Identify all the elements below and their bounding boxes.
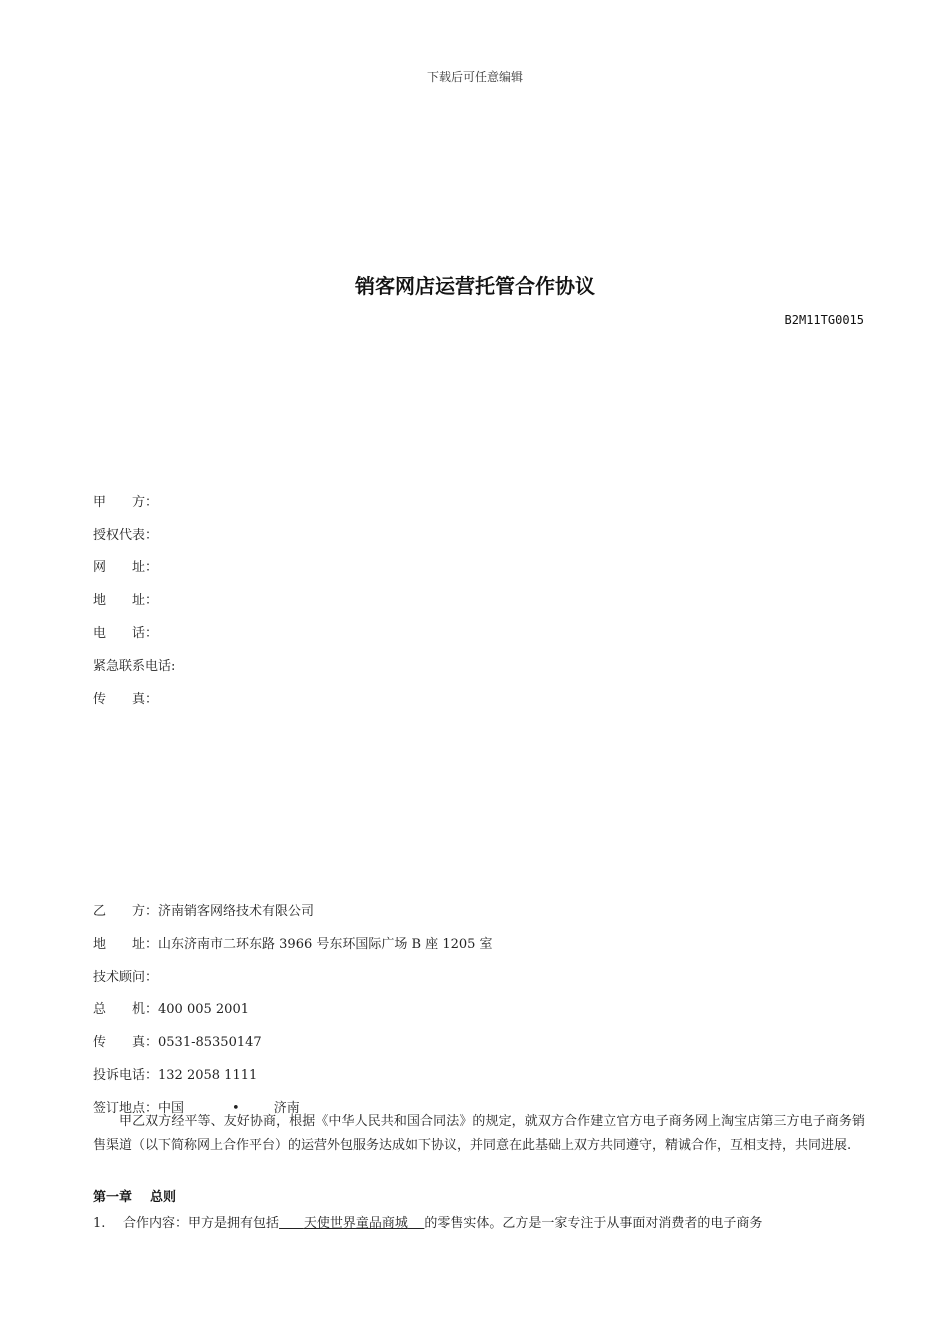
party-a-row-representative [93,524,158,543]
party-a-row-phone [93,622,158,641]
field-value: 济南销客网络技术有限公司 [158,904,315,919]
blank-underline [408,1216,425,1231]
blank-underline [279,1216,304,1231]
document-title: 销客网店运营托管合作协议 [355,274,595,298]
party-b-row-address [93,933,493,952]
field-value: 400 005 2001 [158,1002,249,1017]
field-value: 山东济南市二环东路 3966 号东环国际广场 B 座 1205 室 [158,937,493,952]
chapter-number: 第一章 [93,1190,133,1205]
field-label: 传 真： [93,692,159,707]
party-b-row-complaint-phone [93,1064,257,1083]
party-b-row-name [93,900,314,919]
party-a-row-address [93,589,158,608]
party-a-row-website [93,556,158,575]
field-label: 技术顾问： [93,970,159,985]
party-a-row-name [93,491,158,510]
field-label: 授权代表： [93,528,159,543]
party-b-row-switchboard [93,998,249,1017]
chapter-name: 总则 [150,1190,177,1205]
field-label: 投诉电话： [93,1068,159,1083]
party-a-row-emergency-phone [93,655,175,674]
field-label: 地 址： [93,937,159,952]
field-label: 网 址： [93,560,159,575]
signing-label: 签订地点： [93,1101,159,1116]
header-note: 下载后可任意编辑 [426,70,523,84]
clause-1 [93,1212,762,1231]
field-label: 总 机： [93,1002,159,1017]
party-b-row-fax [93,1031,262,1050]
field-label: 紧急联系电话: [93,659,176,674]
clause-suffix: 的零售实体。乙方是一家专注于从事面对消费者的电子商务 [424,1216,763,1231]
clause-prefix: 合作内容：甲方是拥有包括 [123,1216,280,1231]
field-label: 传 真： [93,1035,159,1050]
intro-paragraph: 甲乙双方经平等、友好协商，根据《中华人民共和国合同法》的规定，就双方合作建立官方电子商务网上淘宝店第三方电子商务销售渠道（以下简称网上合作平台）的运营外包服务达成如下协议，并同意在此基础上双方共同遵守，精诚合作，互相支持，共同进展. [93,1114,865,1153]
signing-city: 济南 [273,1101,300,1116]
field-value: 0531-85350147 [158,1035,262,1050]
field-label: 电 话： [93,626,159,641]
party-a-row-fax [93,688,158,707]
field-label: 甲 方： [93,495,159,510]
signing-country: 中国 [158,1101,185,1116]
field-label: 乙 方： [93,904,159,919]
document-code: B2M11TG0015 [784,313,864,327]
chapter-heading [93,1186,176,1205]
merchant-name-fill: 天使世界童品商城 [303,1216,408,1231]
party-b-row-advisor [93,966,158,985]
field-label: 地 址： [93,593,159,608]
clause-number: 1. [93,1216,106,1231]
field-value: 132 2058 1111 [158,1068,258,1083]
separator-dot: • [232,1101,240,1116]
